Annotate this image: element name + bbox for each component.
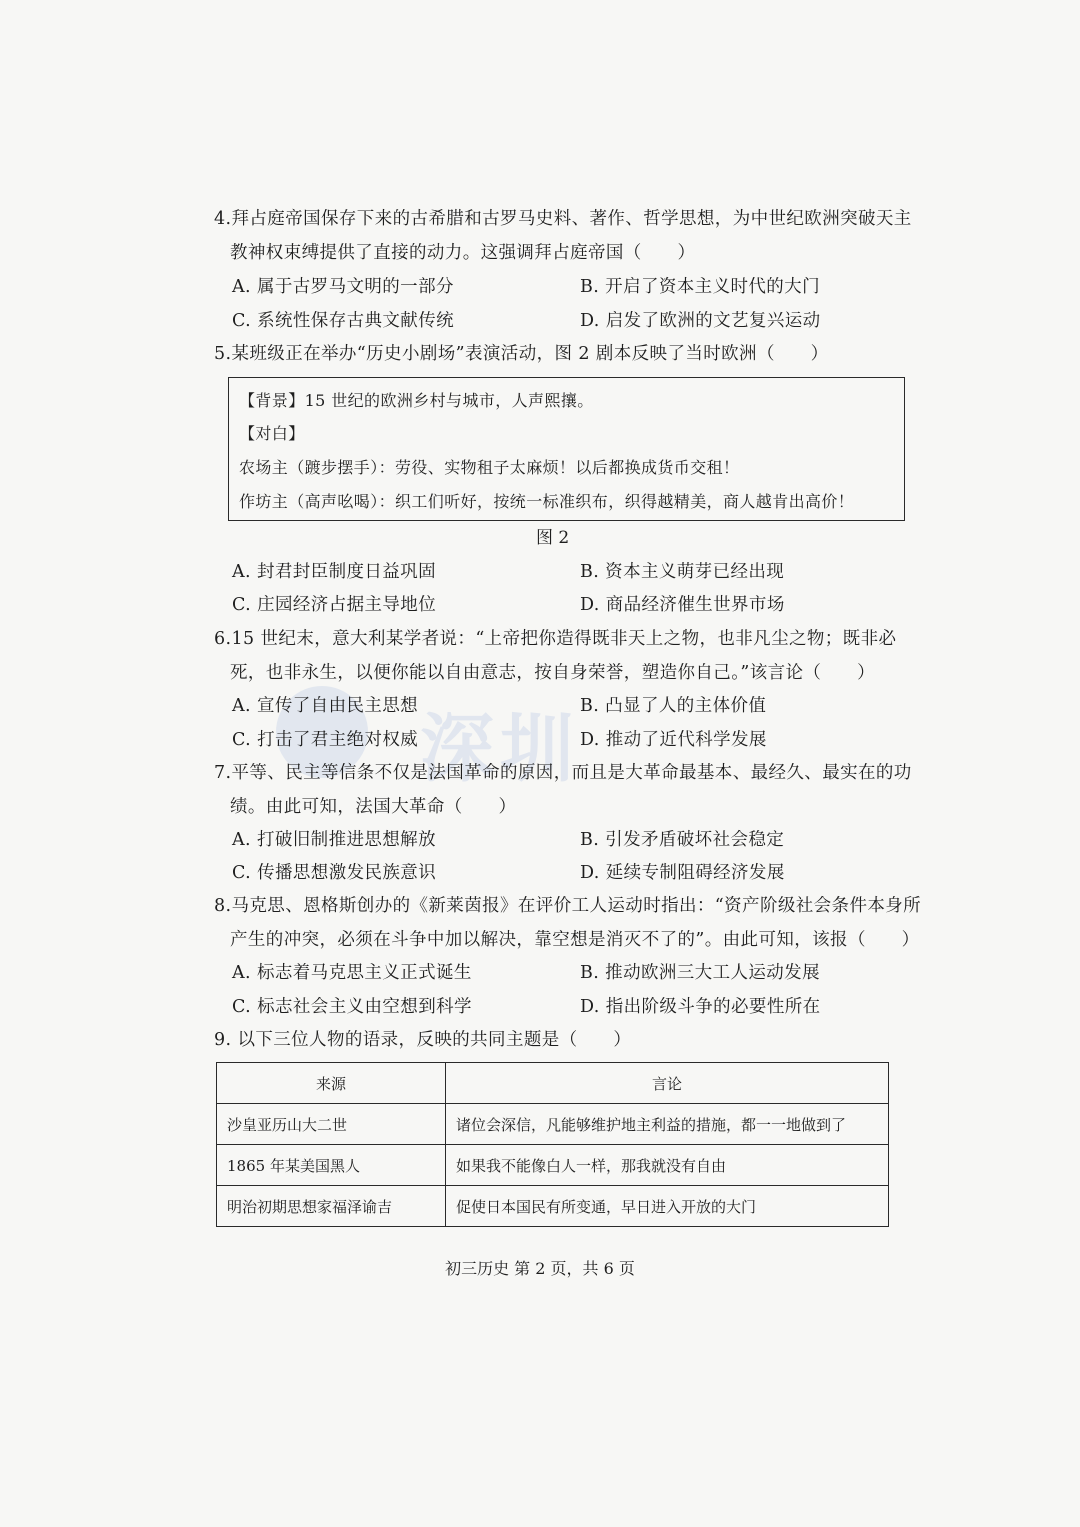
script-dialogue-heading: 【对白】	[239, 424, 305, 443]
question-9-stem: 9. 以下三位人物的语录，反映的共同主题是（ ）	[214, 1030, 632, 1050]
table-cell-quote: 促使日本国民有所变通，早日进入开放的大门	[446, 1186, 889, 1227]
table-header-quote: 言论	[446, 1063, 889, 1104]
table-cell-source: 1865 年某美国黑人	[217, 1145, 446, 1186]
question-5-option-c: C. 庄园经济占据主导地位	[232, 595, 437, 615]
question-4-stem-line-1: 4.拜占庭帝国保存下来的古希腊和古罗马史料、著作、哲学思想，为中世纪欧洲突破天主	[214, 209, 912, 229]
question-4-option-c: C. 系统性保存古典文献传统	[232, 311, 454, 331]
question-8-option-d: D. 指出阶级斗争的必要性所在	[580, 997, 821, 1017]
question-7-option-c: C. 传播思想激发民族意识	[232, 863, 437, 883]
question-6-stem-line-2: 死，也非永生，以便你能以自由意志，按自身荣誉，塑造你自己。”该言论（ ）	[230, 663, 875, 683]
script-workshop-line: 作坊主（高声吆喝）：织工们听好，按统一标准织布，织得越精美，商人越肯出高价！	[239, 492, 855, 511]
question-6-option-b: B. 凸显了人的主体价值	[580, 696, 767, 716]
question-8-option-c: C. 标志社会主义由空想到科学	[232, 997, 472, 1017]
table-row	[217, 1104, 889, 1145]
table-cell-quote: 如果我不能像白人一样，那我就没有自由	[446, 1145, 889, 1186]
question-6-stem-line-1: 6.15 世纪末，意大利某学者说：“上帝把你造得既非天上之物，也非凡尘之物；既非必	[214, 629, 897, 649]
question-6-option-d: D. 推动了近代科学发展	[580, 730, 767, 750]
question-4-option-b: B. 开启了资本主义时代的大门	[580, 277, 820, 297]
table-header-source: 来源	[217, 1063, 446, 1104]
figure-2-caption: 图 2	[536, 528, 570, 548]
table-row	[217, 1145, 889, 1186]
question-8-stem-line-2: 产生的冲突，必须在斗争中加以解决，靠空想是消灭不了的”。由此可知，该报（ ）	[230, 930, 920, 950]
question-9-quotes-table	[216, 1062, 889, 1227]
question-7-stem-line-1: 7.平等、民主等信条不仅是法国革命的原因，而且是大革命最基本、最经久、最实在的功	[214, 763, 912, 783]
question-4-stem-line-2: 教神权束缚提供了直接的动力。这强调拜占庭帝国（ ）	[230, 243, 696, 263]
watermark-text: 深圳	[420, 706, 580, 792]
table-cell-source: 明治初期思想家福泽谕吉	[217, 1186, 446, 1227]
question-6-option-a: A. 宣传了自由民主思想	[232, 696, 419, 716]
table-header-row	[217, 1063, 889, 1104]
question-5-stem: 5.某班级正在举办“历史小剧场”表演活动，图 2 剧本反映了当时欧洲（ ）	[214, 344, 829, 364]
question-8-option-a: A. 标志着马克思主义正式诞生	[232, 963, 472, 983]
table-cell-quote: 诸位会深信，凡能够维护地主利益的措施，都一一地做到了	[446, 1104, 889, 1145]
question-4-option-a: A. 属于古罗马文明的一部分	[232, 277, 454, 297]
question-7-stem-line-2: 绩。由此可知，法国大革命（ ）	[230, 797, 517, 817]
question-7-option-a: A. 打破旧制推进思想解放	[232, 830, 436, 850]
page-footer: 初三历史 第 2 页，共 6 页	[445, 1259, 635, 1278]
figure-2-script-box	[228, 377, 905, 521]
table-cell-source: 沙皇亚历山大二世	[217, 1104, 446, 1145]
question-8-stem-line-1: 8.马克思、恩格斯创办的《新莱茵报》在评价工人运动时指出：“资产阶级社会条件本身所	[214, 896, 922, 916]
script-farmer-line: 农场主（踱步摆手）：劳役、实物租子太麻烦！以后都换成货币交租！	[239, 458, 740, 477]
table-row	[217, 1186, 889, 1227]
script-background: 【背景】15 世纪的欧洲乡村与城市，人声熙攘。	[239, 391, 594, 410]
question-8-option-b: B. 推动欧洲三大工人运动发展	[580, 963, 820, 983]
question-5-option-d: D. 商品经济催生世界市场	[580, 595, 785, 615]
question-7-option-d: D. 延续专制阻碍经济发展	[580, 863, 785, 883]
question-4-option-d: D. 启发了欧洲的文艺复兴运动	[580, 311, 821, 331]
question-5-option-a: A. 封君封臣制度日益巩固	[232, 562, 436, 582]
question-5-option-b: B. 资本主义萌芽已经出现	[580, 562, 785, 582]
question-6-option-c: C. 打击了君主绝对权威	[232, 730, 419, 750]
question-7-option-b: B. 引发矛盾破坏社会稳定	[580, 830, 785, 850]
